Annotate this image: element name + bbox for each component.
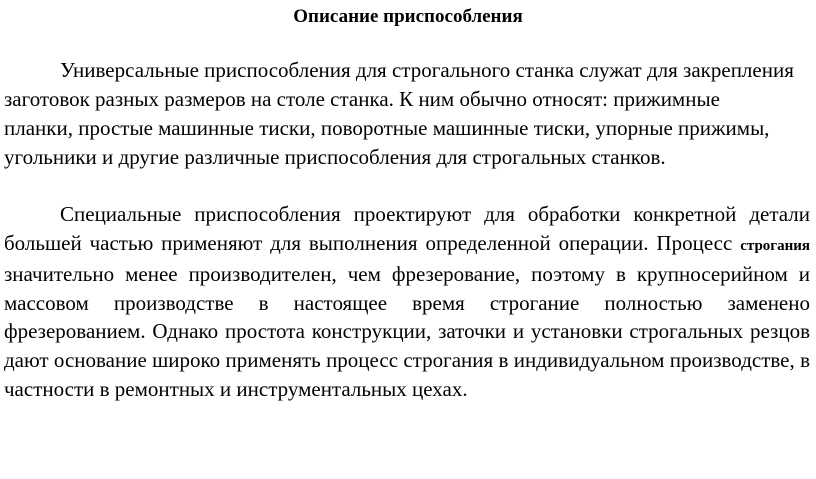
- paragraph-special-fixtures: [4, 200, 810, 403]
- paragraph-text-start: Специальные приспособления проектируют для обработки конкретной детали большей частью применяют для выполнения определенной операции. Процесс: [4, 202, 810, 255]
- document-title: Описание приспособления: [293, 6, 523, 27]
- emphasized-term: строгания: [740, 237, 810, 254]
- paragraph-text-end: значительно менее производителен, чем фрезерование, поэтому в крупносерийном и массовом производстве в настоящее время строгание полностью заменено фрезерованием. Однако простота конструкции, заточки и установки строгальных резцов дают основание широко применять процесс строгания в индивидуальном производстве, в частности в ремонтных и инструментальных цехах.: [4, 262, 810, 401]
- paragraph-universal-fixtures: Универсальные приспособления для строгального станка служат для закрепления заготовок разных размеров на столе станка. К ним обычно относят: прижимные планки, простые машинные тиски, поворотные машинные тиски, упорные прижимы, угольники и другие различные приспособления для строгальных станков.: [4, 58, 794, 169]
